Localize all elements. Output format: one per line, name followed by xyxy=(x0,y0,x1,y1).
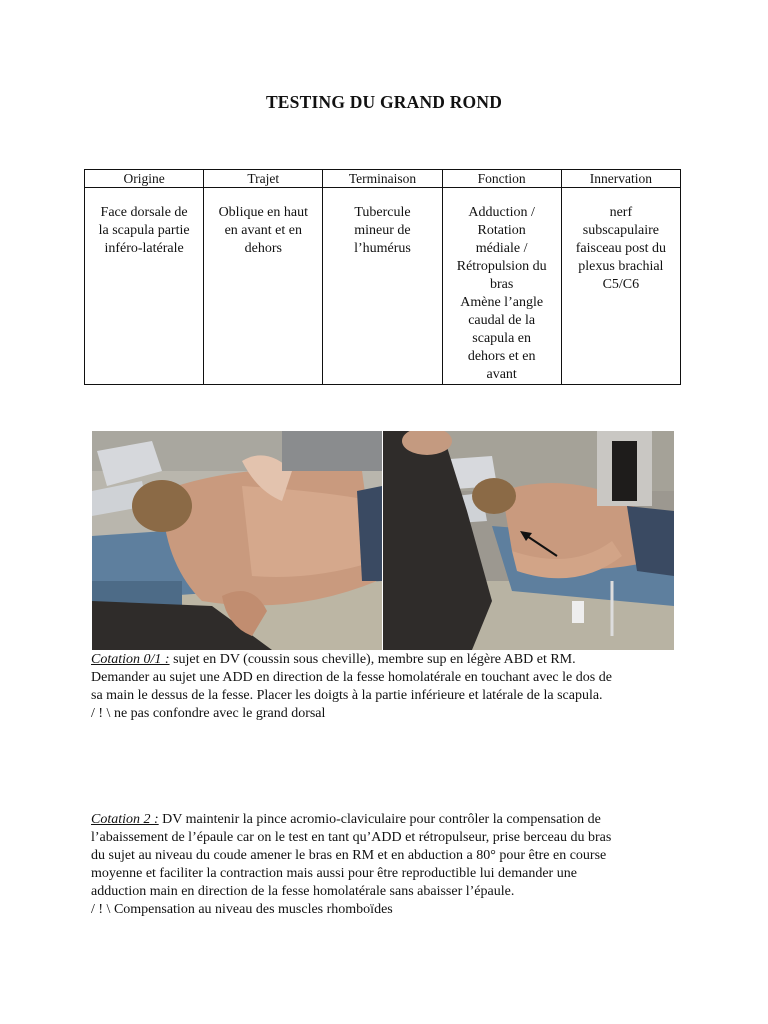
cell-line: C5/C6 xyxy=(602,277,640,292)
cell-innervation xyxy=(561,188,680,385)
text-line: Demander au sujet une ADD en direction de la fesse homolatérale en touchant avec le dos de xyxy=(91,670,612,685)
cell-line: faisceau post du xyxy=(575,241,666,256)
text-line xyxy=(91,651,691,669)
cotation-0-1-section xyxy=(91,651,691,723)
cotation-2-section xyxy=(91,811,691,919)
text-line: l’abaissement de l’épaule car on le test en tant qu’ADD et rétropulseur, prise berceau du bras xyxy=(91,830,612,845)
table-header-row xyxy=(85,170,681,188)
text-line: sa main le dessus de la fesse. Placer les doigts à la partie inférieure et latérale de la scapula. xyxy=(91,688,603,703)
photo-cotation-2 xyxy=(383,431,674,650)
cell-terminaison xyxy=(323,188,442,385)
page-title: TESTING DU GRAND ROND xyxy=(265,92,503,112)
muscle-table xyxy=(84,169,681,385)
cell-line: subscapulaire xyxy=(582,223,659,238)
cell-line: la scapula partie xyxy=(98,223,190,238)
col-header-terminaison: Terminaison xyxy=(323,170,442,188)
cell-line: inféro-latérale xyxy=(104,241,184,256)
cell-origine xyxy=(85,188,204,385)
cell-line: avant xyxy=(486,367,517,382)
text-line: moyenne et faciliter la contraction mais aussi pour être reproductible lui demander une xyxy=(91,866,577,881)
cell-line: Rétropulsion du xyxy=(456,259,547,274)
cell-fonction xyxy=(442,188,561,385)
text-line: / ! \ ne pas confondre avec le grand dorsal xyxy=(91,706,326,721)
cell-line: Oblique en haut xyxy=(218,205,308,220)
cell-line: médiale / xyxy=(475,241,528,256)
text-span: DV maintenir la pince acromio-claviculaire pour contrôler la compensation de xyxy=(158,812,601,827)
cell-line: Face dorsale de xyxy=(100,205,188,220)
cell-line: bras xyxy=(489,277,514,292)
cell-line: Amène l’angle xyxy=(460,295,544,310)
text-line: du sujet au niveau du coude amener le bras en RM et en abduction a 80° pour être en course xyxy=(91,848,607,863)
cell-line: caudal de la xyxy=(468,313,536,328)
text-line: / ! \ Compensation au niveau des muscles rhomboïdes xyxy=(91,902,393,917)
cell-line: dehors xyxy=(244,241,282,256)
cotation-2-label: Cotation 2 : xyxy=(91,812,159,827)
cell-line: Tubercule xyxy=(354,205,411,220)
cell-line: en avant et en xyxy=(224,223,302,238)
cell-line: Rotation xyxy=(477,223,526,238)
col-header-origine: Origine xyxy=(85,170,204,188)
col-header-fonction: Fonction xyxy=(442,170,561,188)
photo-strip xyxy=(92,431,674,650)
text-line xyxy=(91,811,691,829)
photo-cotation-0-1 xyxy=(92,431,382,650)
table-row xyxy=(85,188,681,385)
col-header-innervation: Innervation xyxy=(561,170,680,188)
cell-trajet xyxy=(204,188,323,385)
cell-line: dehors et en xyxy=(467,349,536,364)
text-span: sujet en DV (coussin sous cheville), membre sup en légère ABD et RM. xyxy=(169,652,576,667)
cell-line: l’humérus xyxy=(354,241,411,256)
cell-line: mineur de xyxy=(354,223,411,238)
text-line: adduction main en direction de la fesse homolatérale sans abaisser l’épaule. xyxy=(91,884,515,899)
col-header-trajet: Trajet xyxy=(204,170,323,188)
cotation-0-1-label: Cotation 0/1 : xyxy=(91,652,170,667)
cell-line: plexus brachial xyxy=(578,259,664,274)
cell-line: scapula en xyxy=(472,331,531,346)
cell-line: Adduction / xyxy=(468,205,535,220)
cell-line: nerf xyxy=(609,205,633,220)
